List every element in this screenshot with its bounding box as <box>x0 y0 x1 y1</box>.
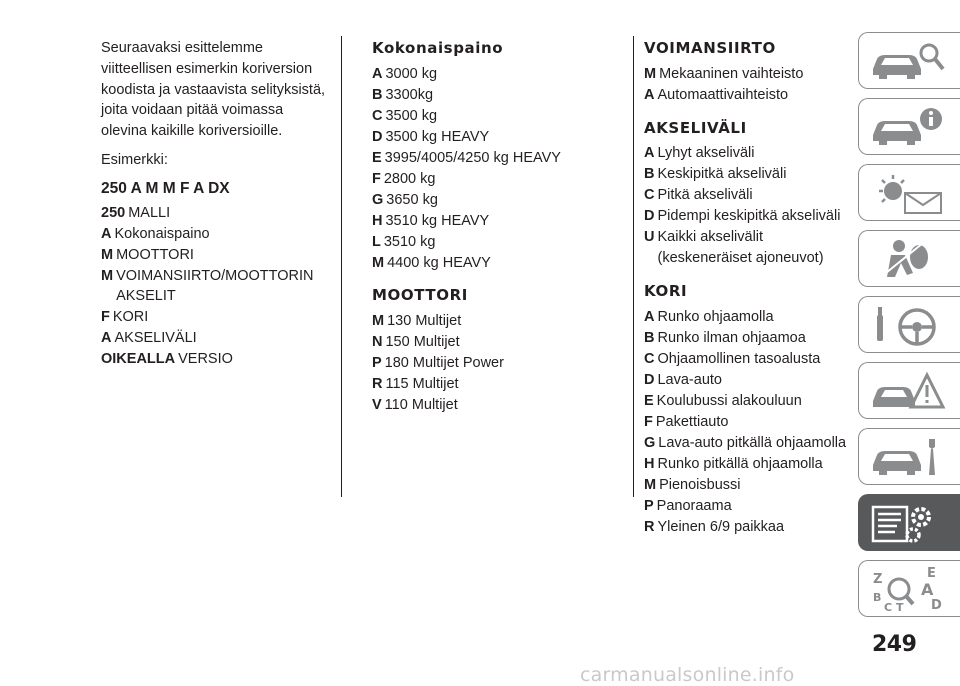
code-letter: E <box>372 149 382 166</box>
code-description: 180 Multijet Power <box>384 355 504 372</box>
transmission-list <box>644 64 849 106</box>
weight-heading: Kokonaispaino <box>372 39 504 57</box>
car-search-icon <box>869 39 949 83</box>
middle-column <box>372 38 622 416</box>
code-description: KORI <box>112 309 149 326</box>
code-letter: V <box>372 397 382 414</box>
list-item <box>644 433 849 454</box>
code-letter: OIKEALLA <box>101 351 176 368</box>
tab-warning-lights[interactable] <box>858 164 960 221</box>
page-number: 249 <box>872 632 917 657</box>
code-letter: A <box>101 330 112 347</box>
tab-index[interactable] <box>858 560 960 617</box>
list-item <box>644 454 849 475</box>
code-letter: M <box>644 476 657 493</box>
code-letter: D <box>644 208 655 225</box>
code-description: Kaikki akselivälit (keskeneräiset ajoneuvot) <box>657 229 824 267</box>
list-item <box>372 211 622 232</box>
example-code-legend <box>101 203 333 371</box>
list-item <box>372 395 622 416</box>
index-letter: B <box>873 591 882 604</box>
example-code: 250 A M M F A DX <box>101 179 230 197</box>
engine-heading: MOOTTORI <box>372 286 468 305</box>
code-letter: P <box>372 355 382 372</box>
tab-car-service[interactable] <box>858 428 960 485</box>
code-description: Runko ohjaamolla <box>657 308 774 325</box>
code-letter: G <box>372 191 384 208</box>
technical-data-icon <box>869 501 949 545</box>
list-item <box>101 203 333 224</box>
list-item <box>644 206 849 227</box>
code-description: 3650 kg <box>386 191 438 208</box>
code-letter: A <box>644 86 655 103</box>
list-item <box>644 307 849 328</box>
code-description: 115 Multijet <box>385 376 459 393</box>
body-list <box>644 307 849 538</box>
code-letter: A <box>644 145 655 162</box>
index-letter: E <box>927 567 936 581</box>
code-letter: F <box>372 170 381 187</box>
code-description: Keskipitkä akseliväli <box>657 166 787 183</box>
code-description: AKSELIVÄLI <box>114 330 197 347</box>
code-description: 3500 kg <box>385 107 438 124</box>
tab-airbag[interactable] <box>858 230 960 287</box>
code-letter: C <box>644 350 655 367</box>
code-description: 130 Multijet <box>387 313 462 330</box>
car-info-icon <box>869 105 949 149</box>
code-description: 3510 kg <box>383 233 436 250</box>
list-item <box>372 127 622 148</box>
code-description: Panoraama <box>656 497 732 514</box>
index-letter: D <box>931 598 942 611</box>
list-item <box>101 224 333 245</box>
code-letter: G <box>644 434 656 451</box>
car-emergency-icon <box>869 369 949 413</box>
code-letter: M <box>101 267 114 284</box>
left-column <box>101 38 333 370</box>
code-letter: H <box>644 455 655 472</box>
code-description: MOOTTORI <box>116 246 194 263</box>
list-item <box>644 517 849 538</box>
list-item <box>644 143 849 164</box>
index-icon <box>869 567 949 611</box>
list-item <box>372 353 622 374</box>
code-description: 110 Multijet <box>384 397 458 414</box>
code-description: 3300kg <box>385 86 434 103</box>
code-description: VOIMANSIIRTO/MOOTTORIN AKSELIT <box>116 267 314 305</box>
code-description: Pienoisbussi <box>659 476 741 493</box>
code-letter: D <box>372 128 383 145</box>
example-label: Esimerkki: <box>101 151 168 168</box>
tab-technical-data[interactable] <box>858 494 960 551</box>
code-description: VERSIO <box>178 351 233 368</box>
weight-list <box>372 64 622 274</box>
code-description: Lava-auto pitkällä ohjaamolla <box>658 434 847 451</box>
tab-car-info[interactable] <box>858 98 960 155</box>
code-letter: B <box>644 166 655 183</box>
code-letter: M <box>372 313 385 330</box>
list-item <box>101 328 333 349</box>
index-letter: C <box>884 601 893 611</box>
code-letter: 250 <box>101 204 126 221</box>
list-item <box>372 106 622 127</box>
list-item <box>372 169 622 190</box>
list-item <box>101 349 333 370</box>
code-letter: P <box>644 497 654 514</box>
code-description: 3000 kg <box>385 65 438 82</box>
list-item <box>101 245 333 266</box>
code-description: Automaattivaihteisto <box>657 86 789 103</box>
code-letter: E <box>644 392 654 409</box>
code-description: Lava-auto <box>657 371 722 388</box>
index-letter: Z <box>873 572 883 587</box>
column-divider <box>341 36 342 497</box>
airbag-icon <box>869 237 949 281</box>
code-letter: C <box>644 187 655 204</box>
transmission-heading: VOIMANSIIRTO <box>644 39 776 57</box>
body-heading: KORI <box>644 281 688 300</box>
list-item <box>372 253 622 274</box>
car-service-icon <box>869 435 949 479</box>
list-item <box>101 307 333 328</box>
list-item <box>372 232 622 253</box>
code-description: Pakettiauto <box>655 413 729 430</box>
list-item <box>644 475 849 496</box>
warning-lights-icon <box>869 171 949 215</box>
code-letter: H <box>372 212 383 229</box>
wheelbase-heading: AKSELIVÄLI <box>644 118 747 137</box>
code-letter: M <box>101 246 114 263</box>
code-description: Yleinen 6/9 paikkaa <box>657 518 785 535</box>
code-letter: F <box>101 309 110 326</box>
column-divider <box>633 36 634 497</box>
list-item <box>372 374 622 395</box>
index-letter: T <box>896 601 904 611</box>
code-letter: B <box>644 329 655 346</box>
code-letter: M <box>372 254 385 271</box>
index-letter: A <box>921 580 934 599</box>
code-description: 3510 kg HEAVY <box>385 212 490 229</box>
list-item <box>372 64 622 85</box>
tab-car-search[interactable] <box>858 32 960 89</box>
code-letter: A <box>644 308 655 325</box>
list-item <box>644 412 849 433</box>
code-description: 3500 kg HEAVY <box>385 128 490 145</box>
list-item <box>372 148 622 169</box>
code-letter: A <box>101 225 112 242</box>
list-item <box>372 85 622 106</box>
engine-list <box>372 311 622 416</box>
list-item <box>644 391 849 412</box>
code-description: 4400 kg HEAVY <box>387 254 491 271</box>
code-description: Lyhyt akseliväli <box>657 145 755 162</box>
list-item <box>644 496 849 517</box>
intro-paragraph: Seuraavaksi esittelemme viitteellisen esimerkin koriversion koodista ja vastaavista selityksistä, joita voidaan pitää voimassa olevina kaikille koriversioille. <box>101 40 326 140</box>
list-item <box>372 190 622 211</box>
code-description: Mekaaninen vaihteisto <box>659 65 804 82</box>
code-description: 150 Multijet <box>385 334 460 351</box>
list-item <box>644 185 849 206</box>
list-item <box>644 349 849 370</box>
list-item <box>644 370 849 391</box>
list-item <box>372 311 622 332</box>
code-letter: B <box>372 86 383 103</box>
tab-car-emergency[interactable] <box>858 362 960 419</box>
code-description: Pitkä akseliväli <box>657 187 753 204</box>
code-description: Runko pitkällä ohjaamolla <box>657 455 823 472</box>
code-description: 2800 kg <box>383 170 436 187</box>
code-letter: C <box>372 107 383 124</box>
code-letter: D <box>644 371 655 388</box>
code-description: Ohjaamollinen tasoalusta <box>657 350 821 367</box>
right-column <box>644 38 849 538</box>
list-item <box>101 266 333 308</box>
wheelbase-list <box>644 143 849 269</box>
list-item <box>644 85 849 106</box>
code-description: Pidempi keskipitkä akseliväli <box>657 208 841 225</box>
list-item <box>372 332 622 353</box>
list-item <box>644 164 849 185</box>
code-letter: F <box>644 413 653 430</box>
code-description: Koulubussi alakouluun <box>656 392 802 409</box>
code-letter: A <box>372 65 383 82</box>
code-letter: R <box>644 518 655 535</box>
code-description: 3995/4005/4250 kg HEAVY <box>384 149 561 166</box>
list-item <box>644 328 849 349</box>
code-letter: M <box>644 65 657 82</box>
list-item <box>644 227 849 269</box>
code-description: Kokonaispaino <box>114 225 210 242</box>
code-letter: U <box>644 229 655 246</box>
code-letter: L <box>372 233 381 250</box>
code-description: MALLI <box>128 204 171 221</box>
list-item <box>644 64 849 85</box>
code-description: Runko ilman ohjaamoa <box>657 329 806 346</box>
steering-wheel-icon <box>869 303 949 347</box>
code-letter: N <box>372 334 383 351</box>
tab-steering-wheel[interactable] <box>858 296 960 353</box>
watermark: carmanualsonline.info <box>580 664 795 686</box>
code-letter: R <box>372 376 383 393</box>
